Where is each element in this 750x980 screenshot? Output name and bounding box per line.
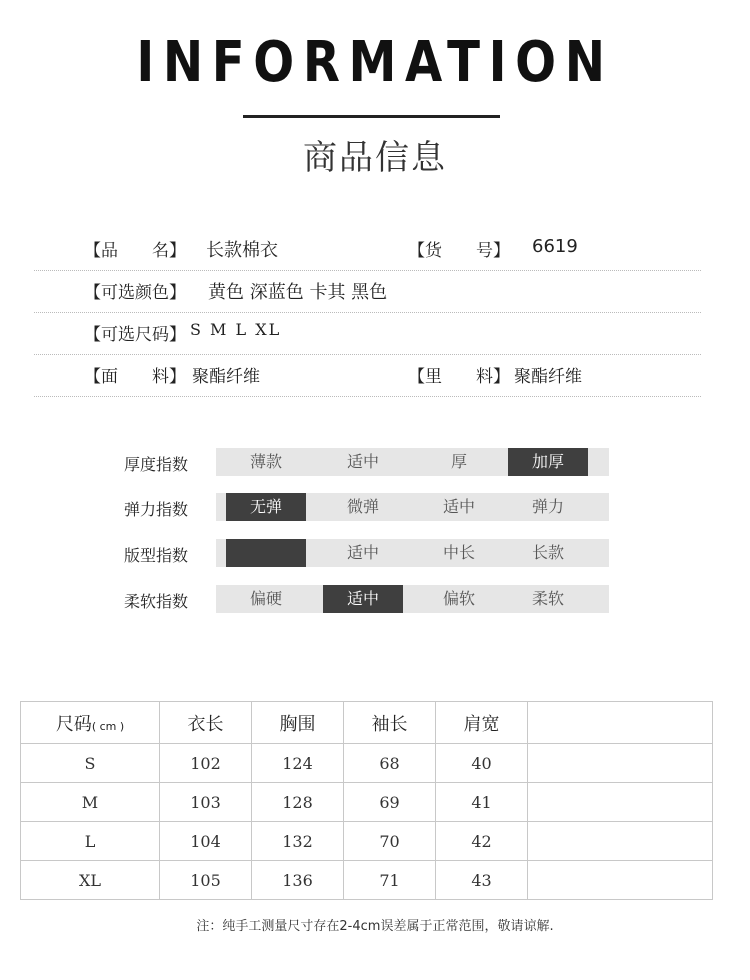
index-option: 中长 bbox=[442, 543, 475, 562]
name-label: 【品 名】 bbox=[84, 241, 186, 261]
lining-value: 聚酯纤维 bbox=[514, 367, 582, 387]
index-option-selected bbox=[226, 539, 306, 567]
header-empty bbox=[528, 702, 713, 744]
cell-shoulder: 40 bbox=[436, 744, 528, 783]
info-row-colors bbox=[34, 272, 701, 313]
measurement-note: 注：纯手工测量尺寸存在2-4cm误差属于正常范围，敬请谅解. bbox=[196, 919, 554, 934]
info-row-fabric bbox=[34, 356, 701, 397]
index-option: 柔软 bbox=[531, 589, 564, 608]
lining-label: 【里 料】 bbox=[408, 367, 510, 387]
info-row-sizes bbox=[34, 314, 701, 355]
header-shoulder: 肩宽 bbox=[436, 702, 528, 744]
cell-sleeve: 69 bbox=[344, 783, 436, 822]
cell-sleeve: 70 bbox=[344, 822, 436, 861]
table-row bbox=[21, 861, 713, 900]
row-size: XL bbox=[21, 861, 160, 900]
index-option: 偏软 bbox=[442, 589, 475, 608]
index-option: 适中 bbox=[346, 543, 379, 562]
index-label: 厚度指数 bbox=[124, 455, 189, 474]
sizes-label: 【可选尺码】 bbox=[84, 325, 186, 345]
cell-shoulder: 41 bbox=[436, 783, 528, 822]
cell-empty bbox=[528, 783, 713, 822]
page-title: INFORMATION bbox=[136, 30, 614, 95]
title-divider bbox=[243, 115, 500, 118]
index-option: 弹力 bbox=[531, 497, 564, 516]
cell-length: 102 bbox=[160, 744, 252, 783]
header-length: 衣长 bbox=[160, 702, 252, 744]
index-option: 偏硬 bbox=[249, 589, 282, 608]
size-table bbox=[20, 701, 713, 900]
row-size: S bbox=[21, 744, 160, 783]
cell-chest: 128 bbox=[252, 783, 344, 822]
info-row-name bbox=[34, 230, 701, 271]
cell-shoulder: 43 bbox=[436, 861, 528, 900]
cell-length: 105 bbox=[160, 861, 252, 900]
header-sleeve: 袖长 bbox=[344, 702, 436, 744]
header-size: 尺码( cm ) bbox=[21, 702, 160, 744]
cell-empty bbox=[528, 861, 713, 900]
page-subtitle: 商品信息 bbox=[303, 138, 447, 178]
cell-empty bbox=[528, 822, 713, 861]
index-scale bbox=[216, 493, 609, 521]
index-scale bbox=[216, 585, 609, 613]
cell-length: 104 bbox=[160, 822, 252, 861]
name-value: 长款棉衣 bbox=[206, 240, 278, 261]
table-header-row bbox=[21, 702, 713, 744]
fabric-label: 【面 料】 bbox=[84, 367, 186, 387]
index-scale bbox=[216, 448, 609, 476]
item-no-value: 6619 bbox=[532, 236, 578, 257]
table-row bbox=[21, 783, 713, 822]
sizes-value: S M L XL bbox=[190, 320, 282, 339]
cell-sleeve: 71 bbox=[344, 861, 436, 900]
colors-label: 【可选颜色】 bbox=[84, 283, 186, 303]
cell-chest: 132 bbox=[252, 822, 344, 861]
index-option-selected: 无弹 bbox=[226, 493, 306, 521]
row-size: L bbox=[21, 822, 160, 861]
index-option-selected: 加厚 bbox=[508, 448, 588, 476]
index-option: 适中 bbox=[442, 497, 475, 516]
header-chest: 胸围 bbox=[252, 702, 344, 744]
index-option-selected: 适中 bbox=[323, 585, 403, 613]
cell-chest: 124 bbox=[252, 744, 344, 783]
index-scale bbox=[216, 539, 609, 567]
index-label: 柔软指数 bbox=[124, 592, 189, 611]
index-label: 弹力指数 bbox=[124, 500, 189, 519]
cell-shoulder: 42 bbox=[436, 822, 528, 861]
cell-empty bbox=[528, 744, 713, 783]
index-option: 适中 bbox=[346, 452, 379, 471]
colors-value: 黄色 深蓝色 卡其 黑色 bbox=[208, 282, 388, 303]
cell-length: 103 bbox=[160, 783, 252, 822]
fabric-value: 聚酯纤维 bbox=[192, 367, 260, 387]
index-option: 厚 bbox=[450, 452, 467, 471]
index-label: 版型指数 bbox=[124, 546, 189, 565]
row-size: M bbox=[21, 783, 160, 822]
index-option: 微弹 bbox=[346, 497, 379, 516]
cell-chest: 136 bbox=[252, 861, 344, 900]
table-row bbox=[21, 744, 713, 783]
index-option: 长款 bbox=[531, 543, 564, 562]
item-no-label: 【货 号】 bbox=[408, 241, 510, 261]
index-option: 薄款 bbox=[249, 452, 282, 471]
table-row bbox=[21, 822, 713, 861]
cell-sleeve: 68 bbox=[344, 744, 436, 783]
